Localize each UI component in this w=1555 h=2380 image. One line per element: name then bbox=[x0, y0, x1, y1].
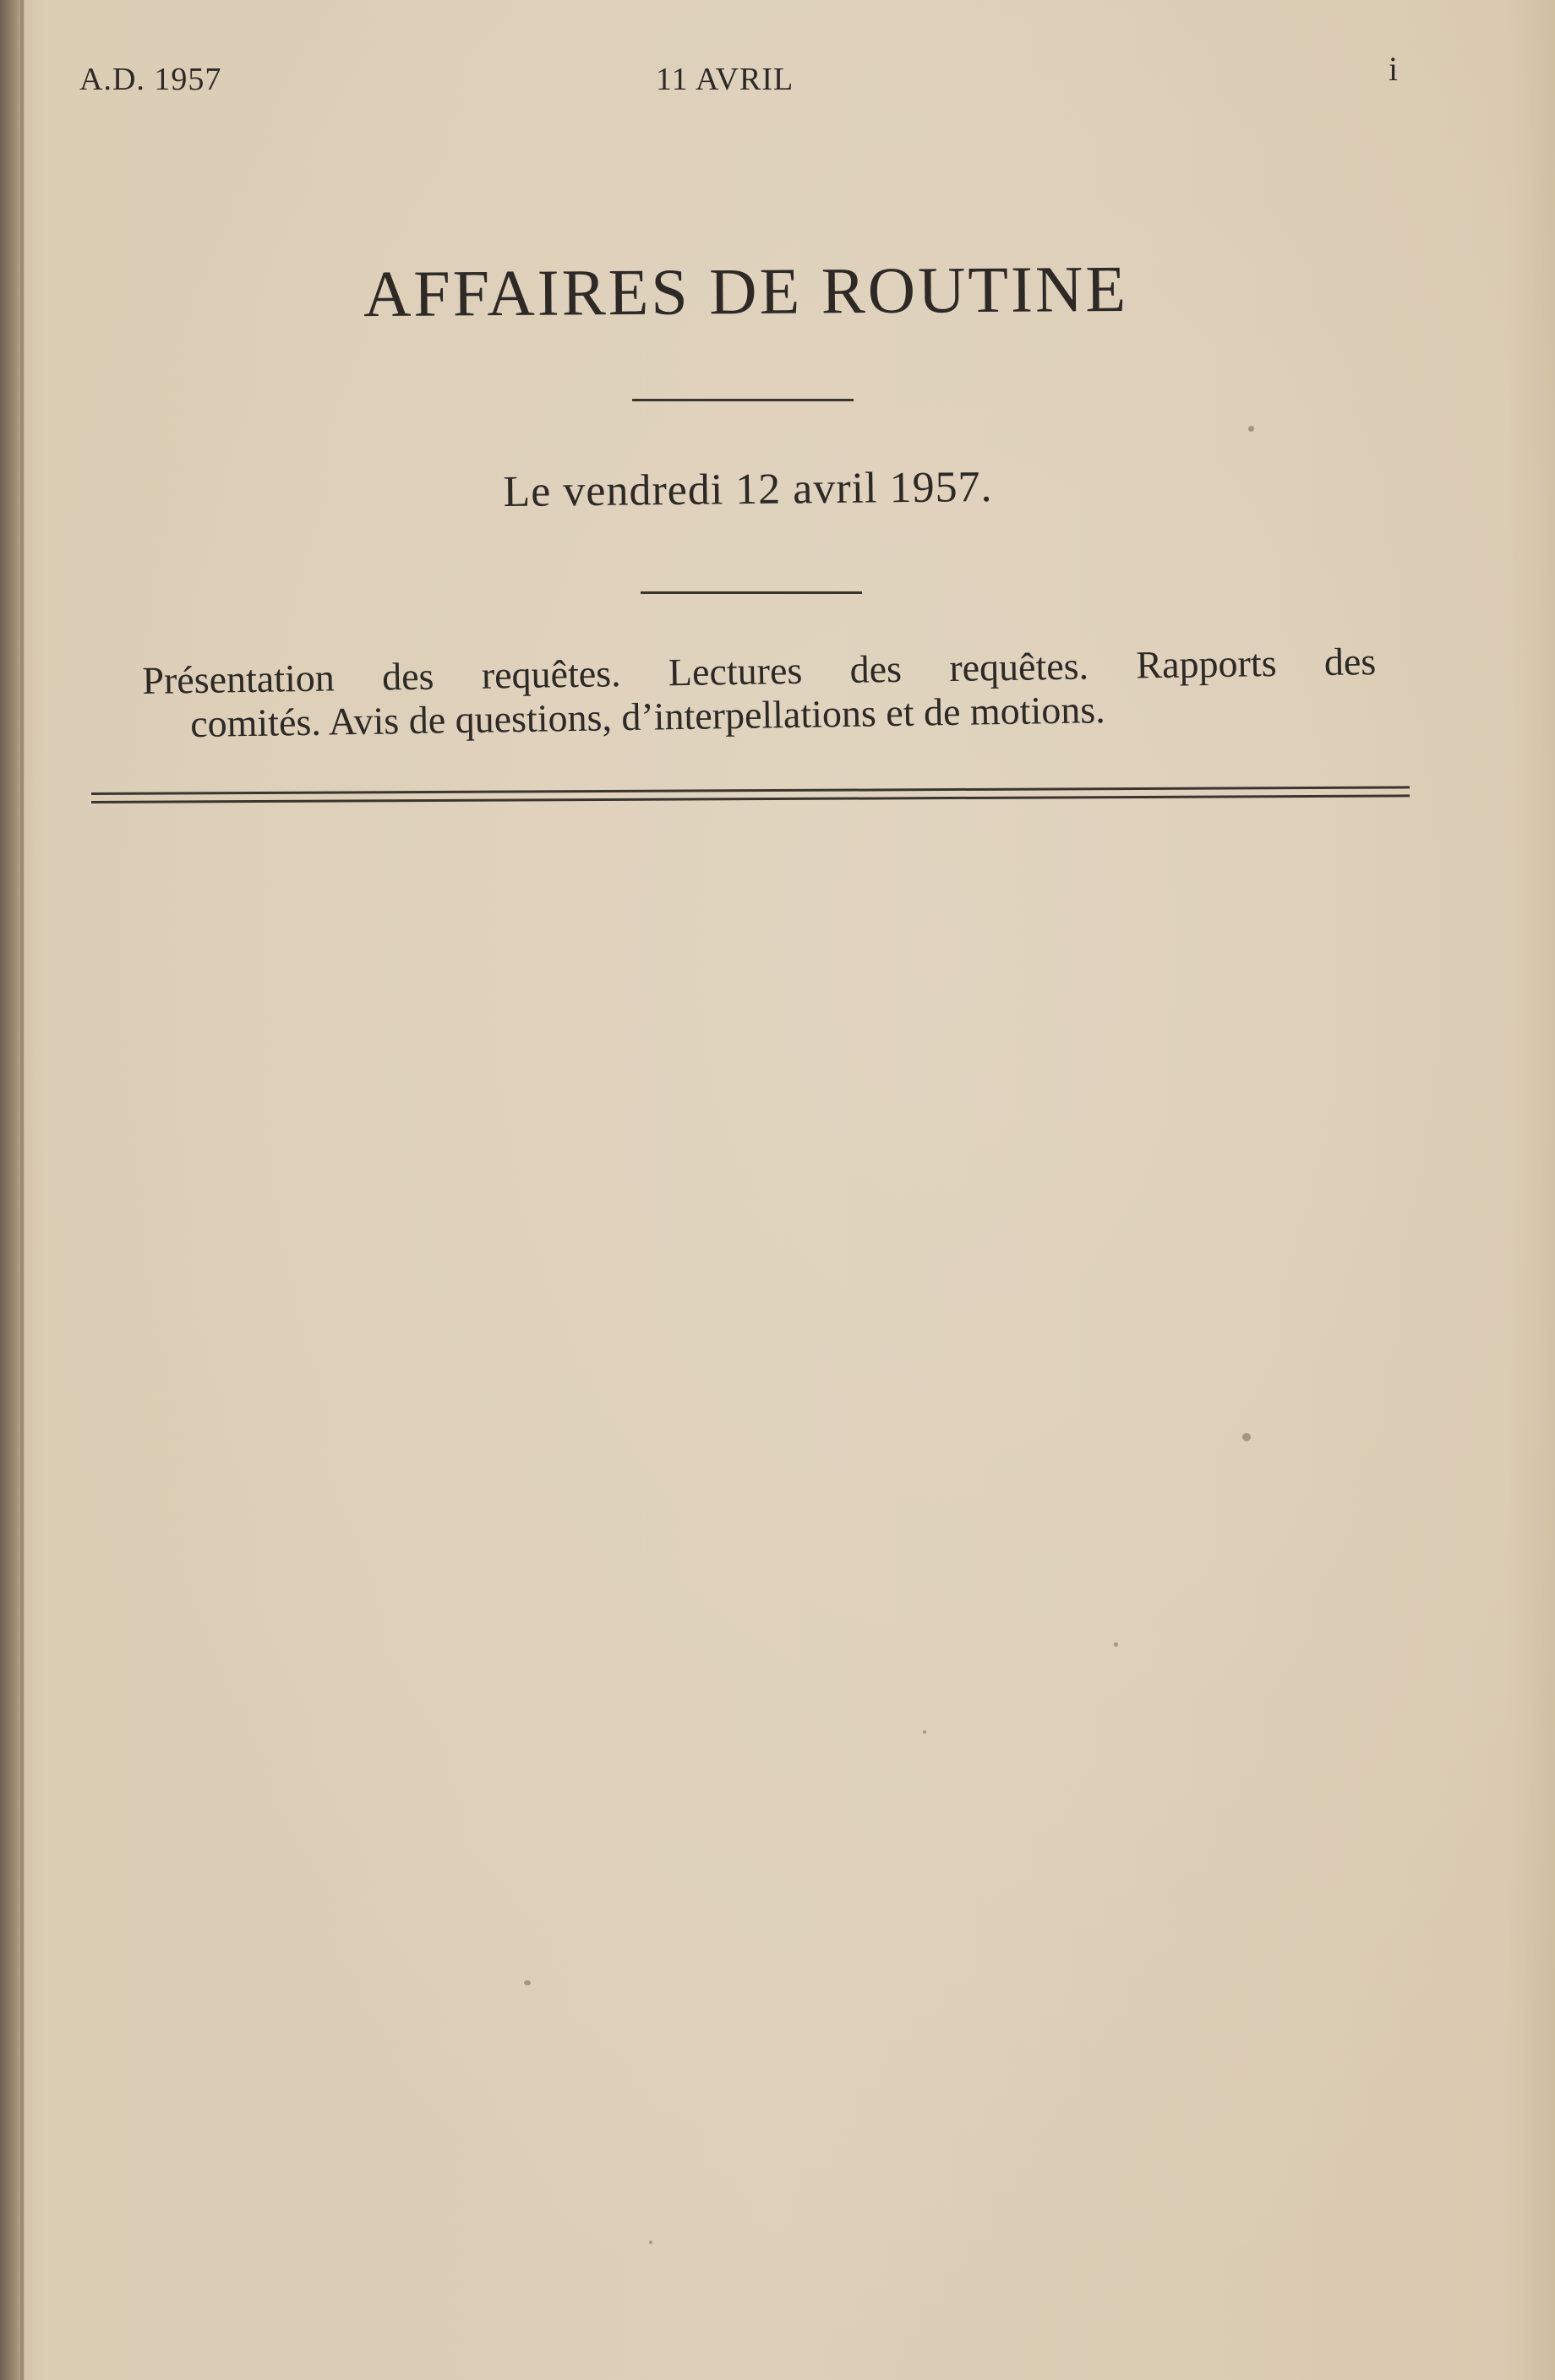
date-divider bbox=[641, 591, 862, 594]
paper-speck bbox=[649, 2241, 652, 2244]
running-head-date: 11 AVRIL bbox=[656, 62, 794, 97]
page-title: AFFAIRES DE ROUTINE bbox=[363, 251, 1129, 331]
title-divider bbox=[632, 399, 854, 401]
page-number: i bbox=[1389, 50, 1400, 88]
paper-speck bbox=[1248, 426, 1254, 432]
paragraph-line-2: comités. Avis de questions, d’interpellations et de motions. bbox=[189, 688, 1106, 746]
paper-speck bbox=[923, 1730, 926, 1734]
paragraph-line-1: Présentation des requêtes. Lectures des requêtes. Rapports des bbox=[142, 640, 1377, 702]
section-end-rule-top bbox=[91, 786, 1410, 795]
order-of-business-paragraph bbox=[142, 640, 1377, 747]
section-end-rule-bottom bbox=[91, 794, 1410, 803]
running-head-year: A.D. 1957 bbox=[79, 62, 222, 97]
paper-speck bbox=[1242, 1433, 1251, 1441]
session-date: Le vendredi 12 avril 1957. bbox=[503, 462, 993, 517]
paper-speck bbox=[1114, 1642, 1118, 1647]
paper-speck bbox=[524, 1980, 531, 1985]
page-binding-line bbox=[20, 0, 24, 2380]
